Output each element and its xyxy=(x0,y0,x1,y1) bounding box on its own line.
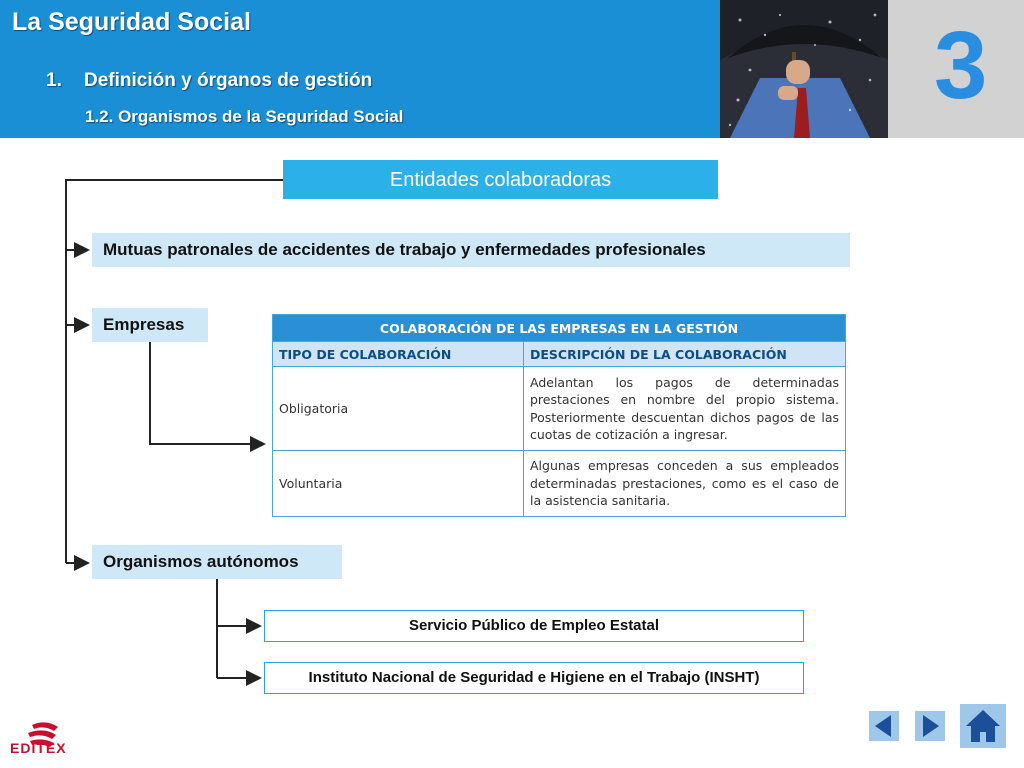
home-icon xyxy=(960,704,1006,748)
mutuas-box: Mutuas patronales de accidentes de trabajo y enfermedades profesionales xyxy=(92,233,850,267)
row-description: Algunas empresas conceden a sus empleados determinadas prestaciones, como es el caso de la asistencia sanitaria. xyxy=(524,451,846,517)
sepe-box: Servicio Público de Empleo Estatal xyxy=(264,610,804,642)
subsection-heading: 1.2. Organismos de la Seguridad Social xyxy=(85,107,404,126)
section-title: Definición y órganos de gestión xyxy=(84,70,373,91)
entidades-colaboradoras-box: Entidades colaboradoras xyxy=(283,160,718,199)
insht-box: Instituto Nacional de Seguridad e Higiene en el Trabajo (INSHT) xyxy=(264,662,804,694)
table-row xyxy=(273,367,846,451)
table-title: COLABORACIÓN DE LAS EMPRESAS EN LA GESTIÓN xyxy=(273,315,846,342)
next-slide-button[interactable] xyxy=(914,710,946,742)
triangle-right-icon xyxy=(915,711,945,741)
page-title: La Seguridad Social xyxy=(12,8,251,36)
column-header-description: DESCRIPCIÓN DE LA COLABORACIÓN xyxy=(524,342,846,367)
empresas-box: Empresas xyxy=(92,308,208,342)
column-header-type: TIPO DE COLABORACIÓN xyxy=(273,342,524,367)
triangle-left-icon xyxy=(869,711,899,741)
section-number: 1. xyxy=(46,70,62,91)
row-description: Adelantan los pagos de determinadas prestaciones en nombre del propio sistema. Posteriormente descuentan dichos pagos de las cuotas de cotización a ingresar. xyxy=(524,367,846,451)
row-type: Voluntaria xyxy=(273,451,524,517)
row-type: Obligatoria xyxy=(273,367,524,451)
chapter-number: 3 xyxy=(934,12,988,119)
collaboration-table xyxy=(272,314,846,517)
table-row xyxy=(273,451,846,517)
editex-logo-text: EDITEX xyxy=(10,740,67,756)
home-button[interactable] xyxy=(960,704,1006,748)
organismos-autonomos-box: Organismos autónomos xyxy=(92,545,342,579)
previous-slide-button[interactable] xyxy=(868,710,900,742)
